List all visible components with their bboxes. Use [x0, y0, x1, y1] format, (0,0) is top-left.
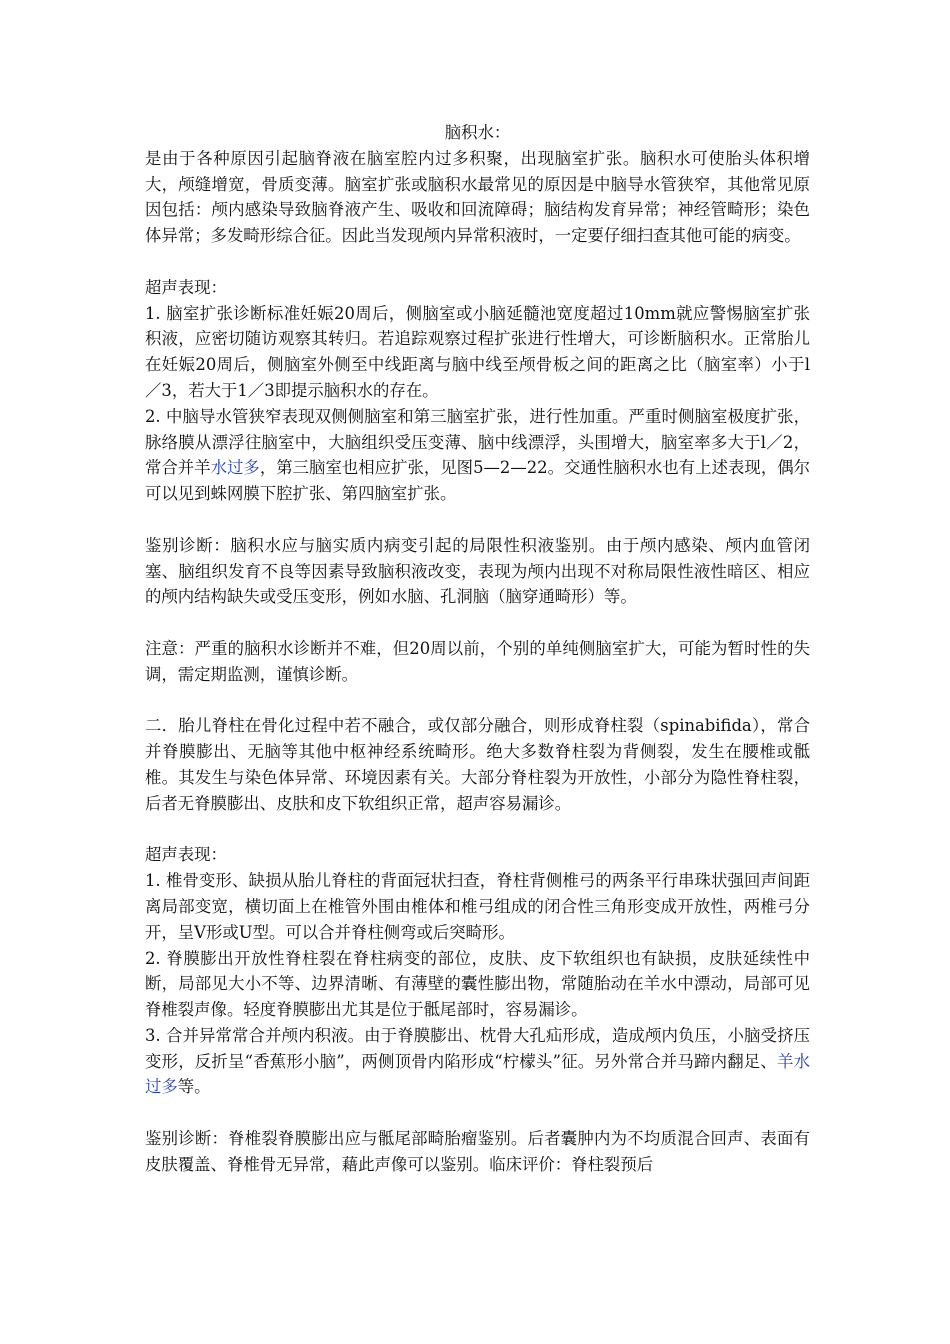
- ultrasound-item-2: [145, 404, 810, 507]
- paragraph-gap: [145, 610, 810, 636]
- spine-ultrasound-item-2: 2. 脊膜膨出开放性脊柱裂在脊柱病变的部位，皮肤、皮下软组织也有缺损，皮肤延续性中断，局部见大小不等、边界清晰、有薄壁的囊性膨出物，常随胎动在羊水中漂动，局部可见脊椎裂声像。轻度脊膜膨出尤其是位于骶尾部时，容易漏诊。: [145, 948, 810, 1020]
- ultrasound-item-2-text-b: ，第三脑室也相应扩张，见图5—2—22。交通性脑积水也有上述表现，偶尔可以见到蛛网膜下腔扩张、第四脑室扩张。: [145, 458, 811, 504]
- spine-ultrasound-item-3-text-a: 3. 合并异常常合并颅内积液。由于脊膜膨出、枕骨大孔疝形成，造成颅内负压，小脑受挤压变形，反折呈“香蕉形小脑”，两侧顶骨内陷形成“柠檬头”征。另外常合并马蹄内翻足、: [145, 1025, 810, 1071]
- page-title: 脑积水：: [444, 123, 511, 142]
- spine-ultrasound-item-1: 1. 椎骨变形、缺损从胎儿脊柱的背面冠状扫查，脊柱背侧椎弓的两条平行串珠状强回声间距离局部变宽，横切面上在椎管外围由椎体和椎弓组成的闭合性三角形变成开放性，两椎弓分开，呈V形或U型。可以合并脊柱侧弯或后突畸形。: [145, 871, 810, 942]
- spine-ultrasound-item-3: [145, 1023, 810, 1100]
- ultrasound-item-1: 1. 脑室扩张诊断标准妊娠20周后，侧脑室或小脑延髓池宽度超过10mm就应警惕脑室扩张积液，应密切随访观察其转归。若追踪观察过程扩张进行性增大，可诊断脑积水。正常胎儿在妊娠20周后，侧脑室外侧至中线距离与脑中线至颅骨板之间的距离之比（脑室率）小于l／3，若大于1／3即提示脑积水的存在。: [145, 303, 810, 400]
- note-paragraph: 注意：严重的脑积水诊断并不难，但20周以前，个别的单纯侧脑室扩大，可能为暂时性的失调，需定期监测，谨慎诊断。: [145, 638, 810, 684]
- spine-ultrasound-item-3-text-b: 等。: [177, 1077, 211, 1097]
- ultrasound-item-2-text-a: 2. 中脑导水管狭窄表现双侧侧脑室和第三脑室扩张，进行性加重。严重时侧脑室极度扩张，脉络膜从漂浮往脑室中，大脑组织受压变薄、脑中线漂浮，头围增大，脑室率多大于l／2，常合并羊: [145, 406, 810, 478]
- paragraph-gap: [145, 507, 810, 533]
- paragraph-gap: [145, 249, 810, 275]
- paragraph-gap: [145, 817, 810, 843]
- differential-diagnosis-paragraph-2: 鉴别诊断：脊椎裂脊膜膨出应与骶尾部畸胎瘤鉴别。后者囊肿内为不均质混合回声、表面有皮肤覆盖、脊椎骨无异常，藉此声像可以鉴别。临床评价：脊柱裂预后: [145, 1129, 810, 1174]
- intro-paragraph: 是由于各种原因引起脑脊液在脑室腔内过多积聚，出现脑室扩张。脑积水可使胎头体积增大，颅缝增宽，骨质变薄。脑室扩张或脑积水最常见的原因是中脑导水管狭窄，其他常见原因包括：颅内感染导致脑脊液产生、吸收和回流障碍；脑结构发育异常；神经管畸形；染色体异常；多发畸形综合征。因此当发现颅内异常积液时，一定要仔细扫查其他可能的病变。: [145, 148, 810, 246]
- document-page: [145, 120, 810, 1178]
- polyhydramnios-link[interactable]: 水过多: [210, 458, 260, 478]
- section-heading-ultrasound-2: 超声表现：: [145, 845, 227, 865]
- differential-diagnosis-paragraph: 鉴别诊断：脑积水应与脑实质内病变引起的局限性积液鉴别。由于颅内感染、颅内血管闭塞、脑组织发育不良等因素导致脑积液改变，表现为颅内出现不对称局限性液性暗区、相应的颅内结构缺失或受压变形，例如水脑、孔洞脑（脑穿通畸形）等。: [145, 535, 810, 607]
- section-heading-ultrasound: 超声表现：: [145, 277, 227, 297]
- paragraph-gap: [145, 1100, 810, 1126]
- section-two-paragraph: 二．胎儿脊柱在骨化过程中若不融合，或仅部分融合，则形成脊柱裂（spinabifida），常合并脊膜膨出、无脑等其他中枢神经系统畸形。绝大多数脊柱裂为背侧裂，发生在腰椎或骶椎。其发生与染色体异常、环境因素有关。大部分脊柱裂为开放性，小部分为隐性脊柱裂，后者无脊膜膨出、皮肤和皮下软组织正常，超声容易漏诊。: [145, 716, 810, 813]
- polyhydramnios-link-2[interactable]: 羊水过多: [145, 1051, 811, 1097]
- paragraph-gap: [145, 688, 810, 714]
